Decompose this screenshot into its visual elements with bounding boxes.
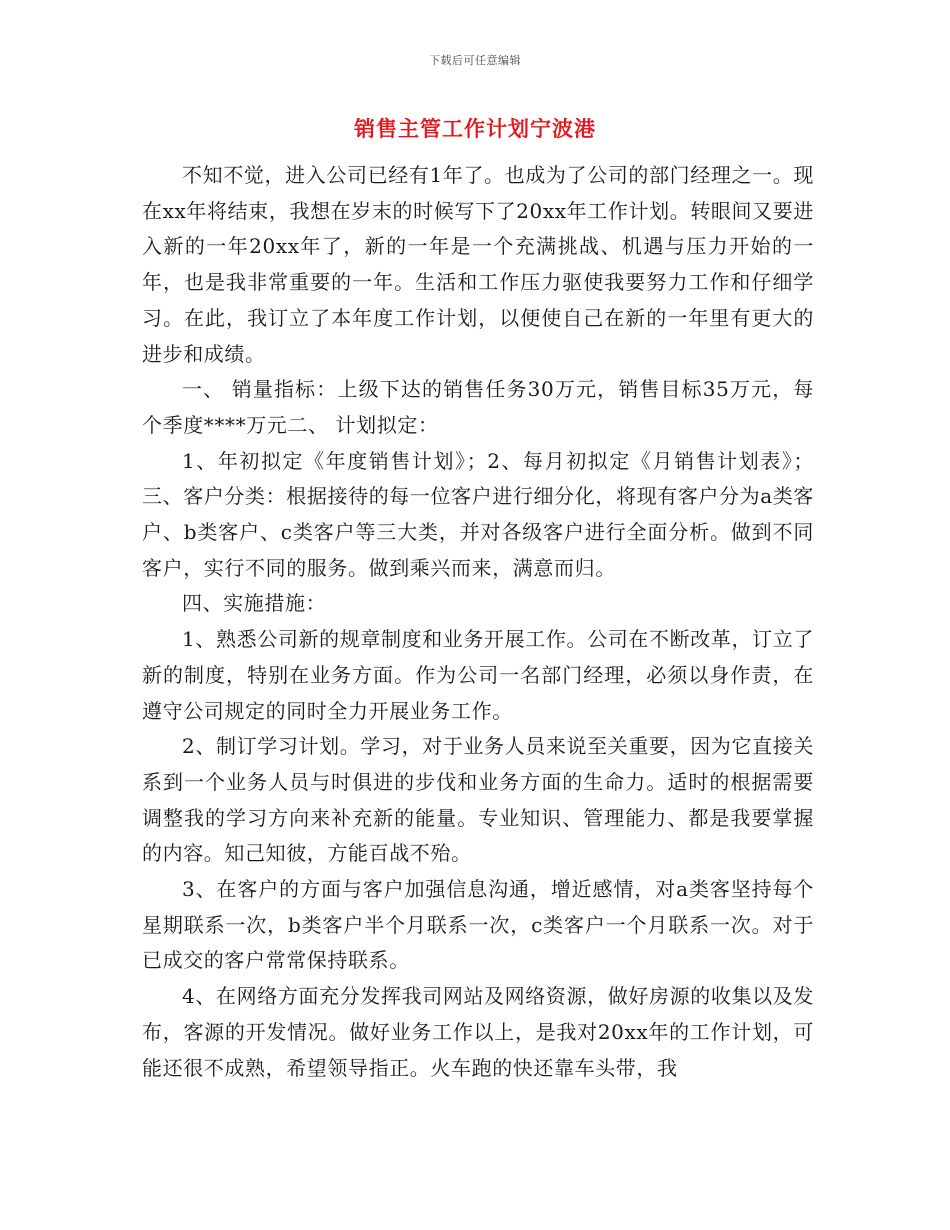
paragraph-measure-3: 3、在客户的方面与客户加强信息沟通，增近感情，对a类客坚持每个星期联系一次，b类客户半个月联系一次，c类客户一个月联系一次。对于已成交的客户常常保持联系。 (142, 877, 814, 973)
paragraph-measure-2: 2、制订学习计划。学习，对于业务人员来说至关重要，因为它直接关系到一个业务人员与时俱进的步伐和业务方面的生命力。适时的根据需要调整我的学习方向来补充新的能量。专业知识、管理能力、都是我要掌握的内容。知己知彼，方能百战不殆。 (142, 734, 814, 866)
paragraph-measure-1: 1、熟悉公司新的规章制度和业务开展工作。公司在不断改革，订立了新的制度，特别在业务方面。作为公司一名部门经理，必须以身作责，在遵守公司规定的同时全力开展业务工作。 (142, 627, 814, 723)
paragraph-intro: 不知不觉，进入公司已经有1年了。也成为了公司的部门经理之一。现在xx年将结束，我想在岁末的时候写下了20xx年工作计划。转眼间又要进入新的一年20xx年了，新的一年是一个充满挑战、机遇与压力开始的一年，也是我非常重要的一年。生活和工作压力驱使我要努力工作和仔细学习。在此，我订立了本年度工作计划，以便使自己在新的一年里有更大的进步和成绩。 (142, 163, 814, 366)
header-note: 下载后可任意编辑 (429, 54, 521, 67)
paragraph-measure-4: 4、在网络方面充分发挥我司网站及网络资源，做好房源的收集以及发布，客源的开发情况。做好业务工作以上，是我对20xx年的工作计划，可能还很不成熟，希望领导指正。火车跑的快还靠车头带，我 (142, 984, 814, 1080)
paragraph-measures-heading: 四、实施措施： (182, 591, 327, 616)
paragraph-plan-and-customer-classification: 1、年初拟定《年度销售计划》；2、每月初拟定《月销售计划表》；三、客户分类：根据接待的每一位客户进行细分化，将现有客户分为a类客户、b类客户、c类客户等三大类，并对各级客户进行全面分析。做到不同客户，实行不同的服务。做到乘兴而来，满意而归。 (142, 448, 814, 580)
document-title: 销售主管工作计划宁波港 (354, 116, 596, 141)
paragraph-sales-target: 一、 销量指标：上级下达的销售任务30万元，销售目标35万元，每个季度****万元二、 计划拟定： (142, 377, 814, 437)
document-body (142, 158, 814, 1086)
